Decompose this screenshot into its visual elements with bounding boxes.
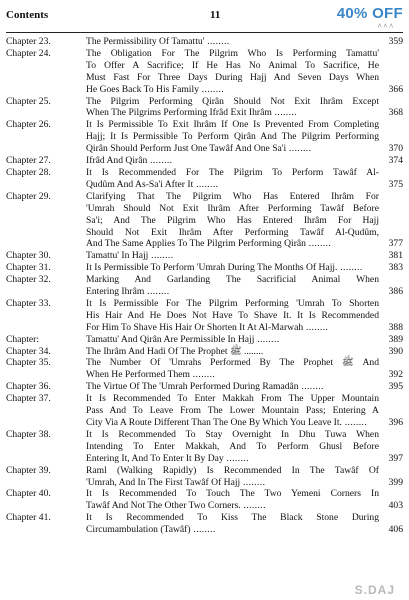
watermark-logo: S.DAJ bbox=[354, 583, 395, 597]
chapter-title-text: 'Umrah, And In The First Tawâf Of Hajj bbox=[86, 476, 241, 488]
chapter-title-text: And The Same Applies To The Pilgrim Performing Qirân bbox=[86, 238, 306, 250]
leader-dots: ........ bbox=[271, 107, 297, 119]
chapter-title-text: Entering It, And To Enter It By Day bbox=[86, 452, 224, 464]
chapter-title-line bbox=[86, 36, 379, 48]
chapter-title-line bbox=[86, 227, 379, 239]
leader-dots: ........ bbox=[241, 345, 264, 357]
chapter-label: Chapter 32. bbox=[6, 274, 51, 286]
chapter-title-line bbox=[86, 334, 379, 346]
chapter-title-line bbox=[86, 215, 379, 227]
chapter-label: Chapter 36. bbox=[6, 381, 51, 393]
chapter-label: Chapter 31. bbox=[6, 262, 51, 274]
toc-entry[interactable] bbox=[6, 465, 403, 489]
chapter-title-text: It Is Permissible To Perform 'Umrah During The Months Of Hajj. bbox=[86, 262, 338, 274]
chapter-title-line bbox=[86, 393, 379, 405]
chapter-label: Chapter 24. bbox=[6, 47, 51, 59]
chapter-title-line bbox=[86, 191, 379, 203]
leader-dots: ........ bbox=[298, 381, 324, 393]
chapter-title-text: It Is Recommended To Kiss The Black Stone During bbox=[86, 512, 379, 524]
leader-dots: ........ bbox=[286, 143, 312, 155]
chapter-title-line bbox=[86, 357, 379, 369]
running-header: Contents bbox=[6, 9, 49, 21]
chapter-title-line bbox=[86, 84, 379, 96]
chapter-title bbox=[86, 262, 381, 274]
chapter-title-text: His Hair And He Does Not Have To Shave It. It Is Recommended bbox=[86, 309, 379, 321]
chapter-title-text: Circumambulation (Tawâf) bbox=[86, 524, 191, 536]
chapter-title bbox=[86, 48, 381, 96]
leader-dots: ........ bbox=[240, 476, 266, 488]
chapter-label: Chapter 37. bbox=[6, 393, 51, 405]
chapter-title bbox=[86, 465, 381, 489]
leader-dots: ........ bbox=[337, 262, 363, 274]
header-rule bbox=[6, 32, 403, 33]
discount-badge: 40% OFF bbox=[336, 5, 403, 22]
chapter-title bbox=[86, 381, 381, 393]
chapter-title bbox=[86, 155, 381, 167]
chapter-page-number: 359 bbox=[388, 36, 403, 47]
chapter-title-line bbox=[86, 107, 379, 119]
chapter-page-number: 388 bbox=[388, 321, 403, 333]
chapter-title-text: It Is Permissible To Exit Ihrâm If One Is Prevented From Completing bbox=[86, 119, 379, 131]
chapter-title-text: Clarifying That The Pilgrim Who Has Entered Ihrâm For bbox=[86, 190, 379, 202]
chapter-title-text: He Goes Back To His Family bbox=[86, 83, 199, 95]
chapter-title bbox=[86, 298, 381, 334]
leader-dots: ........ bbox=[223, 452, 249, 464]
chapter-title-text: The Ihrâm And Hadi Of The Prophet ﷺ bbox=[86, 345, 242, 357]
chapter-title bbox=[86, 36, 381, 48]
chapter-title-text: Raml (Walking Rapidly) Is Recommended In The Tawâf Of bbox=[86, 464, 379, 476]
leader-dots: ........ bbox=[147, 155, 173, 167]
chapter-title-line bbox=[86, 60, 379, 72]
chapter-page-number: 395 bbox=[388, 381, 403, 393]
toc-entry[interactable] bbox=[6, 262, 403, 274]
chapter-title-text: The Number Of 'Umrahs Performed By The Prophet ﷺ And bbox=[86, 357, 380, 369]
chapter-label: Chapter 34. bbox=[6, 345, 51, 357]
chapter-title-text: Must Fast For Three Days During Hajj And Seven Days When bbox=[86, 71, 379, 83]
chapter-title bbox=[86, 346, 381, 358]
toc-entry[interactable] bbox=[6, 346, 403, 358]
chapter-title-line bbox=[86, 203, 379, 215]
chapter-label: Chapter 25. bbox=[6, 95, 51, 107]
chapter-title-line bbox=[86, 167, 379, 179]
chapter-title-text: The Permissibility Of Tamattu' bbox=[86, 36, 205, 47]
chapter-title-line bbox=[86, 512, 379, 524]
chapter-title bbox=[86, 119, 381, 155]
chapter-label: Chapter 23. bbox=[6, 36, 51, 47]
chapter-title bbox=[86, 512, 381, 536]
chapter-title bbox=[86, 96, 381, 120]
chapter-title bbox=[86, 488, 381, 512]
toc-entry[interactable] bbox=[6, 488, 403, 512]
chapter-label: Chapter 40. bbox=[6, 488, 51, 500]
chapter-page-number: 381 bbox=[388, 250, 403, 262]
chapter-title-text: Tamattu' And Qirân Are Permissible In Hajj bbox=[86, 333, 255, 345]
chapter-title bbox=[86, 357, 381, 381]
toc-entry[interactable] bbox=[6, 381, 403, 393]
chapter-page-number: 392 bbox=[388, 369, 403, 381]
chapter-title-line bbox=[86, 322, 379, 334]
chapter-title-text: Intending To Enter Makkah, And To Perform Ghusl Before bbox=[86, 440, 379, 452]
chapter-page-number: 389 bbox=[388, 333, 403, 345]
chapter-title-line bbox=[86, 346, 379, 358]
page-number: 11 bbox=[210, 9, 221, 21]
chapter-title-line bbox=[86, 274, 379, 286]
chapter-title-line bbox=[86, 369, 379, 381]
chapter-title-line bbox=[86, 405, 379, 417]
chapter-title-text: Tamattu' In Hajj bbox=[86, 250, 149, 262]
toc-entry[interactable] bbox=[6, 119, 403, 155]
chapter-label: Chapter 30. bbox=[6, 250, 51, 262]
chapter-title-text: To Offer A Sacrifice; If He Has No Animal To Sacrifice, He bbox=[86, 59, 379, 71]
chapter-label: Chapter 29. bbox=[6, 190, 51, 202]
chapter-page-number: 399 bbox=[388, 476, 403, 488]
toc-entry[interactable] bbox=[6, 512, 403, 536]
chapter-label: Chapter 33. bbox=[6, 297, 51, 309]
chapter-title bbox=[86, 191, 381, 251]
leader-dots: ........ bbox=[341, 417, 368, 428]
chapter-title bbox=[86, 429, 381, 465]
chapter-title-line bbox=[86, 524, 379, 536]
chapter-label: Chapter 41. bbox=[6, 512, 51, 524]
leader-dots: ........ bbox=[305, 238, 332, 250]
chapter-title-line bbox=[86, 417, 379, 429]
leader-dots: ........ bbox=[190, 369, 216, 381]
chapter-page-number: 370 bbox=[388, 143, 403, 155]
chapter-title bbox=[86, 167, 381, 191]
chapter-title-text: It Is Recommended To Enter Makkah From The Upper Mountain bbox=[86, 393, 379, 405]
toc-entry[interactable] bbox=[6, 429, 403, 465]
toc-list bbox=[6, 36, 403, 536]
chapter-page-number: 368 bbox=[388, 107, 403, 119]
chapter-title-text: Qirân Should Perform Just One Tawâf And One Sa'i bbox=[86, 143, 287, 155]
chapter-title-text: It Is Permissible For The Pilgrim Performing 'Umrah To Shorten bbox=[86, 297, 379, 309]
chapter-title-text: City Via A Route Different Than The One By Which You Leave It. bbox=[86, 417, 342, 428]
chapter-title-line bbox=[86, 131, 379, 143]
chapter-title-text: It Is Recommended To Touch The Two Yemeni Corners In bbox=[86, 488, 379, 500]
chapter-title-text: Ifrâd And Qirân bbox=[86, 155, 148, 167]
chapter-title-line bbox=[86, 72, 379, 84]
chapter-label: Chapter 38. bbox=[6, 428, 51, 440]
chapter-title-text: It Is Recommended To Stay Overnight In Dhu Tuwa When bbox=[86, 428, 379, 440]
chapter-title-line bbox=[86, 441, 379, 453]
chapter-title-line bbox=[86, 500, 379, 512]
toc-entry[interactable] bbox=[6, 167, 403, 191]
chapter-page-number: 374 bbox=[388, 155, 403, 167]
chapter-title-line bbox=[86, 381, 379, 393]
chapter-page-number: 383 bbox=[388, 262, 403, 274]
chapter-title-line bbox=[86, 429, 379, 441]
chapter-title bbox=[86, 274, 381, 298]
chapter-title-text: Entering Ihrâm bbox=[86, 286, 145, 298]
chapter-title-line bbox=[86, 310, 379, 322]
toc-entry[interactable] bbox=[6, 298, 403, 334]
toc-entry[interactable] bbox=[6, 250, 403, 262]
chapter-title-text: It Is Recommended For The Pilgrim To Perform Tawâf Al- bbox=[86, 166, 379, 178]
toc-entry[interactable] bbox=[6, 334, 403, 346]
chapter-title-line bbox=[86, 96, 379, 108]
chapter-title-line bbox=[86, 48, 379, 60]
toc-entry[interactable] bbox=[6, 357, 403, 381]
chapter-label: Chapter 27. bbox=[6, 155, 51, 167]
toc-entry[interactable] bbox=[6, 96, 403, 120]
toc-entry[interactable] bbox=[6, 48, 403, 96]
chapter-title-text: Qudûm And As-Sa'i After It bbox=[86, 178, 194, 190]
chapter-title bbox=[86, 250, 381, 262]
chapter-page-number: 390 bbox=[388, 345, 403, 357]
chapter-title-line bbox=[86, 179, 379, 191]
chapter-title-line bbox=[86, 119, 379, 131]
chapter-title-line bbox=[86, 155, 379, 167]
chapter-title-text: Pass And To Leave From The Lower Mountain Pass; Entering A bbox=[86, 405, 379, 417]
chapter-label: Chapter: bbox=[6, 333, 40, 345]
chapter-title-line bbox=[86, 453, 379, 465]
chapter-page-number: 375 bbox=[388, 178, 403, 190]
leader-dots: ........ bbox=[254, 333, 280, 345]
leader-dots: ........ bbox=[303, 321, 329, 333]
chapter-page-number: 403 bbox=[388, 500, 403, 512]
chapter-title-line bbox=[86, 488, 379, 500]
chapter-title-text: The Pilgrim Performing Qirân Should Not Exit Ihrâm Except bbox=[86, 95, 379, 107]
chapter-page-number: 397 bbox=[388, 452, 403, 464]
leader-dots: ........ bbox=[204, 36, 230, 47]
chapter-title-text: When The Pilgrims Performing Ifrâd Exit Ihrâm bbox=[86, 107, 272, 119]
chapter-title-text: Tawâf And Not The Other Two Corners. bbox=[86, 500, 241, 512]
chapter-label: Chapter 26. bbox=[6, 119, 51, 131]
chapter-page-number: 406 bbox=[388, 524, 403, 536]
toc-entry[interactable] bbox=[6, 393, 403, 429]
chapter-title-text: Should Not Exit Ihrâm After Performing Tawâf Al-Qudûm, bbox=[86, 226, 379, 238]
chapter-title bbox=[86, 393, 381, 429]
chapter-title bbox=[86, 334, 381, 346]
chapter-title-text: 'Umrah Should Not Exit Ihrâm After Performing Tawâf Before bbox=[86, 202, 379, 214]
leader-dots: ........ bbox=[148, 250, 174, 262]
toc-entry[interactable] bbox=[6, 155, 403, 167]
leader-dots: ........ bbox=[240, 500, 266, 512]
chapter-title-line bbox=[86, 286, 379, 298]
leader-dots: ........ bbox=[190, 524, 216, 536]
chapter-title-line bbox=[86, 143, 379, 155]
chapter-page-number: 377 bbox=[388, 238, 403, 250]
leader-dots: ........ bbox=[144, 286, 170, 298]
chapter-page-number: 396 bbox=[388, 417, 403, 428]
chapter-title-line bbox=[86, 298, 379, 310]
chapter-title-text: The Virtue Of The 'Umrah Performed During Ramadân bbox=[86, 381, 299, 393]
chapter-label: Chapter 35. bbox=[6, 357, 51, 369]
chapter-title-text: For Him To Shave His Hair Or Shorten It At Al-Marwah bbox=[86, 321, 304, 333]
chapter-label: Chapter 28. bbox=[6, 166, 51, 178]
chapter-label: Chapter 39. bbox=[6, 464, 51, 476]
chapter-title-text: Sa'i; And The Pilgrim Who Has Entered Ihrâm For Hajj bbox=[86, 214, 379, 226]
chapter-title-text: When He Performed Them bbox=[86, 369, 190, 381]
chapter-title-text: The Obligation For The Pilgrim Who Is Performing Tamattu' bbox=[86, 47, 379, 59]
chapter-title-text: Hajj; It Is Permissible To Perform Qirân And The Pilgrim Performing bbox=[86, 131, 379, 143]
corner-stub: ^ ^ ^ bbox=[377, 22, 393, 31]
leader-dots: ........ bbox=[198, 83, 225, 95]
toc-entry[interactable] bbox=[6, 274, 403, 298]
chapter-title-line bbox=[86, 477, 379, 489]
chapter-title-line bbox=[86, 238, 379, 250]
leader-dots: ........ bbox=[193, 178, 219, 190]
chapter-title-line bbox=[86, 465, 379, 477]
chapter-page-number: 366 bbox=[388, 83, 403, 95]
chapter-title-line bbox=[86, 262, 379, 274]
chapter-page-number: 386 bbox=[388, 286, 403, 298]
toc-entry[interactable] bbox=[6, 191, 403, 251]
chapter-title-text: Marking And Garlanding The Sacrificial Animal When bbox=[86, 274, 379, 286]
chapter-title-line bbox=[86, 250, 379, 262]
toc-entry[interactable] bbox=[6, 36, 403, 48]
